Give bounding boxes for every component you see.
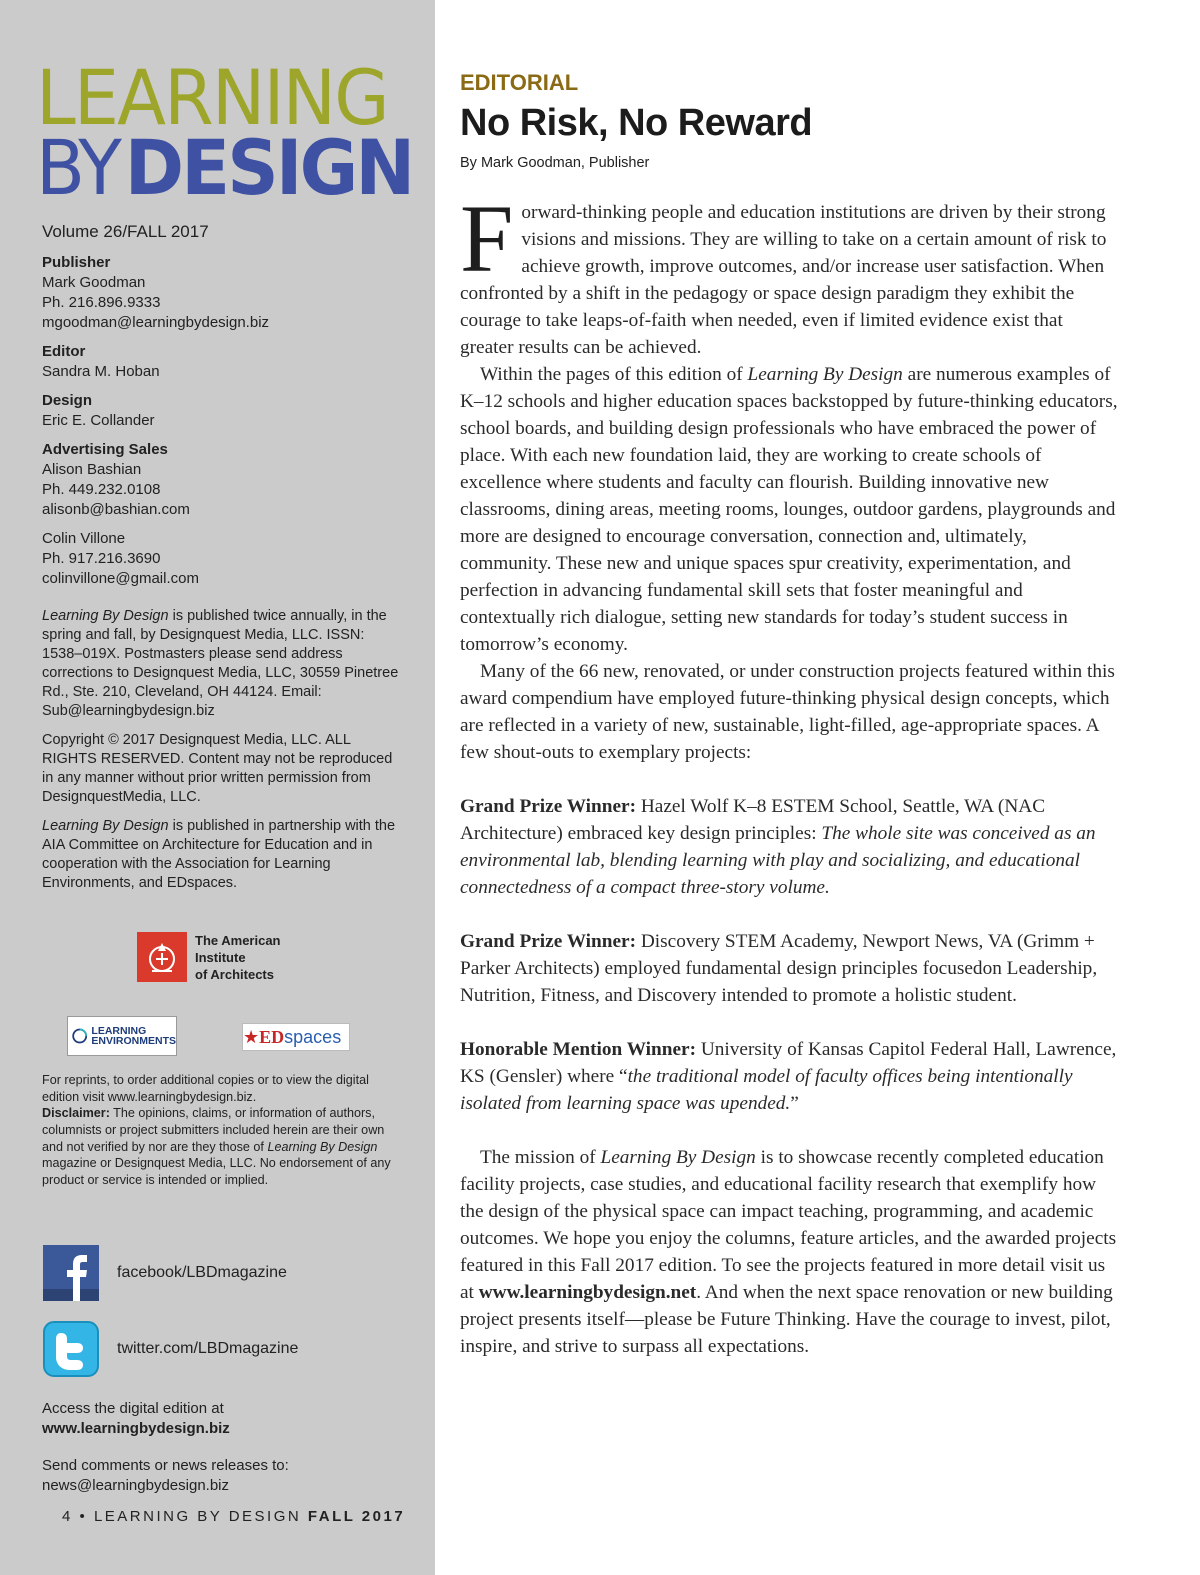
publisher-role: Publisher bbox=[42, 254, 111, 271]
winner-paragraph bbox=[460, 1036, 1120, 1117]
publisher-phone: Ph. 216.896.9333 bbox=[42, 294, 161, 311]
facebook-link[interactable]: facebook/LBDmagazine bbox=[117, 1264, 287, 1281]
aia-line: The American bbox=[195, 933, 281, 948]
digital-edition-url[interactable]: www.learningbydesign.biz bbox=[42, 1420, 230, 1437]
le-line: LEARNING bbox=[91, 1025, 147, 1037]
partnership-note bbox=[42, 817, 407, 893]
comments-email[interactable]: news@learningbydesign.biz bbox=[42, 1477, 230, 1494]
paragraph-text: Hazel Wolf K–8 ESTEM School, Seattle, WA (NAC Architecture) embraced key design principles: bbox=[460, 796, 1046, 844]
logo-by: BY bbox=[36, 123, 120, 212]
magazine-title: Learning By Design bbox=[267, 1139, 378, 1154]
advertising-role: Advertising Sales bbox=[42, 441, 168, 458]
publisher-name: Mark Goodman bbox=[42, 274, 146, 291]
ad-contact-name: Colin Villone bbox=[42, 530, 126, 547]
aia-line: of Architects bbox=[195, 967, 274, 982]
aia-emblem-icon bbox=[137, 932, 187, 982]
aia-logo-text bbox=[195, 932, 281, 983]
volume-label: Volume 26/FALL 2017 bbox=[42, 222, 209, 241]
winner-label: Grand Prize Winner: bbox=[460, 931, 637, 952]
edspaces-ed: ED bbox=[259, 1027, 285, 1047]
edspaces-spaces: spaces bbox=[284, 1027, 342, 1047]
comments-note bbox=[42, 1456, 407, 1496]
publication-info bbox=[42, 607, 407, 721]
digital-edition-note bbox=[42, 1399, 407, 1439]
paragraph-text: . And when the next space renovation or new building project presents itself—please be Future Thinking. Have the courage to invest, pilot, inspire, and strive to surpass all expectations. bbox=[460, 1282, 1113, 1357]
reprints-note: For reprints, to order additional copies or to view the digital edition visit www.learningbydesign.biz. bbox=[42, 1073, 369, 1104]
publisher-email[interactable]: mgoodman@learningbydesign.biz bbox=[42, 314, 270, 331]
star-icon: ★ bbox=[243, 1027, 260, 1047]
editor-block bbox=[42, 342, 407, 382]
magazine-title: Learning By Design bbox=[42, 818, 169, 834]
digital-edition-text: Access the digital edition at bbox=[42, 1400, 224, 1417]
winner-label: Honorable Mention Winner: bbox=[460, 1039, 697, 1060]
design-name: Eric E. Collander bbox=[42, 412, 155, 429]
edspaces-logo bbox=[242, 1023, 350, 1051]
footer-separator: • bbox=[79, 1508, 88, 1525]
paragraph-text: Within the pages of this edition of bbox=[480, 364, 748, 385]
paragraph: Many of the 66 new, renovated, or under construction projects featured within this award compendium have employed future-thinking physical design concepts, which are reflected in a variety of new, sustainable, light-filled, age-appropriate spaces. A few shout-outs to exemplary projects: bbox=[460, 661, 1115, 763]
paragraph bbox=[460, 185, 1120, 361]
facebook-icon[interactable] bbox=[43, 1245, 99, 1301]
disclaimer bbox=[42, 1105, 407, 1189]
partnership-text: is published in partnership with the AIA Committee on Architecture for Education and in cooperation with the Association for Learning Environments, and EDspaces. bbox=[42, 818, 396, 891]
article-title: No Risk, No Reward bbox=[460, 102, 813, 144]
learning-environments-text bbox=[91, 1026, 176, 1046]
aia-logo bbox=[137, 932, 281, 982]
ad-contact-email[interactable]: alisonb@bashian.com bbox=[42, 501, 190, 518]
logo-learning: LEARNING bbox=[36, 53, 388, 142]
magazine-title: Learning By Design bbox=[42, 608, 169, 624]
paragraph-text: The mission of bbox=[480, 1147, 601, 1168]
website-link[interactable]: www.learningbydesign.net bbox=[478, 1282, 697, 1303]
design-role: Design bbox=[42, 392, 93, 409]
winner-quote: The whole site was conceived as an environmental lab, blending learning with play and socializing, and educational connectedness of a compact three-story volume. bbox=[460, 823, 1096, 898]
magazine-title: Learning By Design bbox=[600, 1147, 756, 1168]
design-block bbox=[42, 391, 407, 431]
logo-by-design bbox=[36, 123, 413, 212]
twitter-icon[interactable] bbox=[43, 1321, 99, 1377]
article-byline: By Mark Goodman, Publisher bbox=[460, 155, 650, 171]
advertising-block bbox=[42, 440, 407, 589]
paragraph-text: ” bbox=[790, 1093, 799, 1114]
magazine-title: Learning By Design bbox=[747, 364, 903, 385]
paragraph-text: orward-thinking people and education institutions are driven by their strong visions and missions. They are willing to take on a certain amount of risk to achieve growth, improve outcomes, and/or increase user satisfaction. When confronted by a shift in the pedagogy or space design paradigm they exhibit the courage to take leaps-of-faith when needed, even if limited evidence exist that greater results can be achieved. bbox=[460, 202, 1107, 358]
disclaimer-text: The opinions, claims, or information of authors, columnists or project submitters included herein are their own and not verified by nor are they those of bbox=[42, 1106, 385, 1154]
section-label: EDITORIAL bbox=[460, 70, 579, 95]
winner-paragraph bbox=[460, 793, 1120, 901]
article-body bbox=[460, 185, 1120, 1360]
ad-contact-email[interactable]: colinvillone@gmail.com bbox=[42, 570, 199, 587]
editor-name: Sandra M. Hoban bbox=[42, 363, 160, 380]
publication-info-text: is published twice annually, in the spring and fall, by Designquest Media, LLC. ISSN: 1538–019X. Postmasters please send address corrections to Designquest Media, LLC, 30559 Pinetree Rd., Ste. 210, Cleveland, OH 44124. Email: Sub@learningbydesign.biz bbox=[42, 608, 399, 719]
ad-contact-phone: Ph. 449.232.0108 bbox=[42, 481, 161, 498]
ad-contact-phone: Ph. 917.216.3690 bbox=[42, 550, 161, 567]
le-line: ENVIRONMENTS bbox=[91, 1035, 176, 1047]
winner-label: Grand Prize Winner: bbox=[460, 796, 637, 817]
learning-environments-logo bbox=[67, 1016, 177, 1056]
ad-contact-name: Alison Bashian bbox=[42, 461, 142, 478]
paragraph-text: is to showcase recently completed education facility projects, case studies, and educational facility research that exemplify how the design of the physical space can impact teaching, programming, and academic outcomes. We hope you enjoy the columns, feature articles, and the awarded projects featured in this Fall 2017 edition. To see the projects featured in more detail visit us at bbox=[460, 1147, 1117, 1303]
footer-magazine: LEARNING BY DESIGN bbox=[93, 1508, 302, 1525]
page-footer bbox=[62, 1508, 405, 1525]
disclaimer-label: Disclaimer: bbox=[42, 1106, 110, 1120]
learning-environments-emblem-icon bbox=[72, 1023, 87, 1049]
editor-role: Editor bbox=[42, 343, 86, 360]
aia-line: Institute bbox=[195, 950, 246, 965]
comments-text: Send comments or news releases to: bbox=[42, 1457, 289, 1474]
footer-issue: FALL 2017 bbox=[307, 1508, 406, 1525]
page-number: 4 bbox=[62, 1508, 73, 1525]
copyright-notice: Copyright © 2017 Designquest Media, LLC. ALL RIGHTS RESERVED. Content may not be reproduced in any manner without prior written permission from DesignquestMedia, LLC. bbox=[42, 732, 393, 805]
publisher-block bbox=[42, 253, 407, 333]
drop-cap: F bbox=[460, 185, 514, 292]
winner-paragraph bbox=[460, 928, 1120, 1009]
logo-design: DESIGN bbox=[124, 123, 413, 212]
paragraph bbox=[460, 361, 1120, 658]
disclaimer-text: magazine or Designquest Media, LLC. No endorsement of any product or service is intended or implied. bbox=[42, 1156, 391, 1188]
winner-quote: the traditional model of faculty offices being intentionally isolated from learning space was upended. bbox=[460, 1066, 1073, 1114]
paragraph-text: are numerous examples of K–12 schools and higher education spaces backstopped by future-thinking educators, school boards, and building design professionals who have embraced the power of place. With each new foundation laid, they are working to create schools of excellence where students and faculty can flourish. Building innovative new classrooms, dining areas, meeting rooms, lounges, outdoor gardens, playgrounds and more are designed to encourage conversation, connection and, ultimately, community. These new and unique spaces spur creativity, experimentation, and perfection in advancing fundamental skill sets that foster meaningful and contextually rich dialogue, setting new standards for today’s student success in tomorrow’s economy. bbox=[460, 364, 1118, 655]
twitter-link[interactable]: twitter.com/LBDmagazine bbox=[117, 1340, 299, 1357]
paragraph-text: Discovery STEM Academy, Newport News, VA (Grimm + Parker Architects) employed fundamental design principles focusedon Leadership, Nutrition, Fitness, and Discovery intended to promote a holistic student. bbox=[460, 931, 1098, 1006]
paragraph bbox=[460, 1144, 1120, 1360]
paragraph-text: University of Kansas Capitol Federal Hall, Lawrence, KS (Gensler) where “ bbox=[460, 1039, 1117, 1087]
